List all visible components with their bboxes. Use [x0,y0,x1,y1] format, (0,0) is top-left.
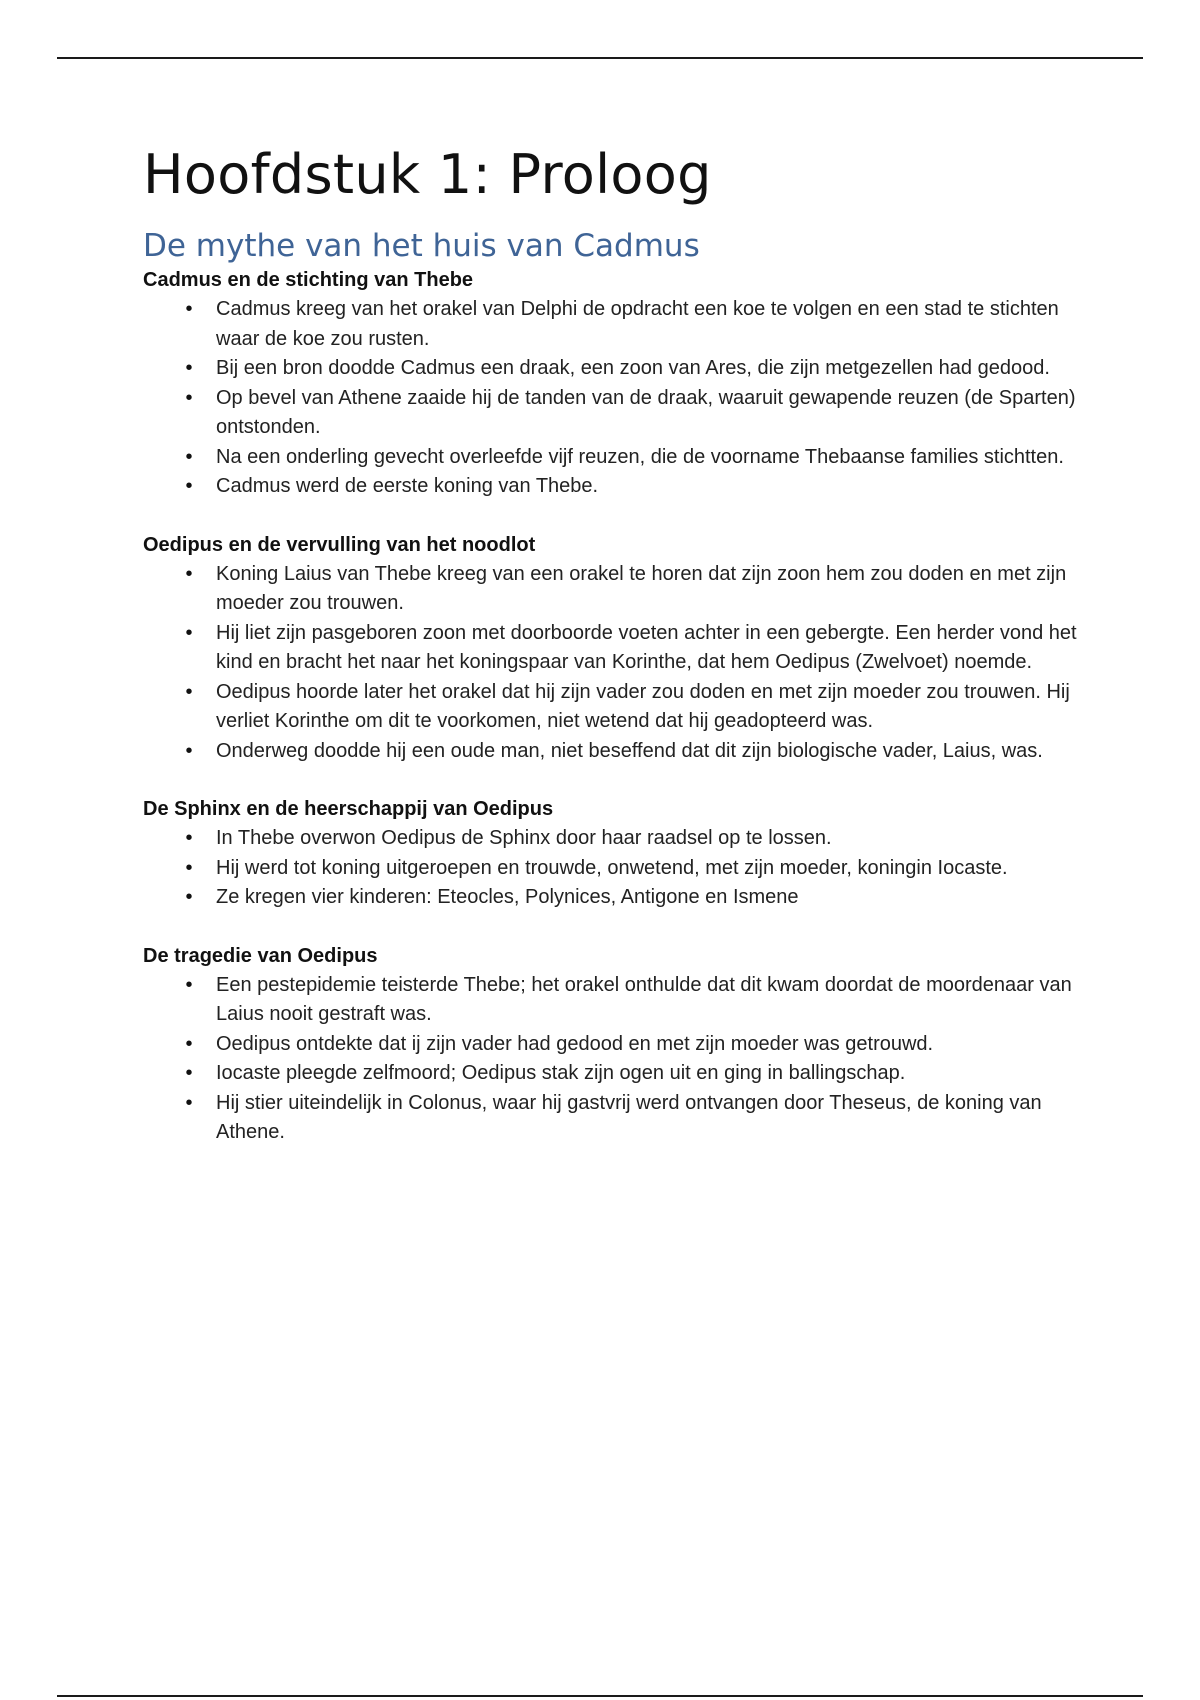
bullet-list [143,295,1083,502]
section-heading: De tragedie van Oedipus [143,944,378,967]
footer-rule [57,1695,1143,1697]
header-rule [57,57,1143,59]
list-item [143,971,1083,1030]
bullet-icon: • [185,386,193,409]
section-cadmus [143,266,1083,502]
list-item-text: Op bevel van Athene zaaide hij de tanden van de draak, waaruit gewapende reuzen (de Sparten) ontstonden. [216,386,1076,438]
bullet-icon: • [185,680,193,703]
list-item-text: Koning Laius van Thebe kreeg van een orakel te horen dat zijn zoon hem zou doden en met zijn moeder zou trouwen. [216,562,1067,614]
list-item [143,619,1083,678]
list-item [143,295,1083,354]
page-title: Hoofdstuk 1: Proloog [143,143,712,206]
list-item [143,384,1083,443]
list-item [143,854,1083,884]
section-heading: De Sphinx en de heerschappij van Oedipus [143,798,554,820]
bullet-icon: • [185,475,193,497]
bullet-icon: • [185,856,193,879]
list-item-text: Hij stier uiteindelijk in Colonus, waar hij gastvrij werd ontvangen door Theseus, de koning van Athene. [216,1091,1042,1143]
list-item [143,472,1083,502]
bullet-list [143,560,1083,767]
bullet-icon: • [185,1032,193,1055]
list-item [143,678,1083,737]
list-item [143,354,1083,384]
list-item [143,1030,1083,1060]
list-item [143,1089,1083,1148]
list-item-text: Cadmus kreeg van het orakel van Delphi de opdracht een koe te volgen en een stad te stichten waar de koe zou rusten. [216,298,1059,350]
document-page [143,138,1083,1148]
section-sphinx [143,795,1083,913]
bullet-icon: • [185,1091,193,1114]
list-item [143,824,1083,854]
bullet-icon: • [185,886,193,908]
list-item-text: Bij een bron doodde Cadmus een draak, een zoon van Ares, die zijn metgezellen had gedood. [216,357,1050,379]
section-oedipus-fate [143,531,1083,767]
list-item-text: Onderweg doodde hij een oude man, niet beseffend dat dit zijn biologische vader, Laius, was. [216,739,1043,762]
list-item [143,1059,1083,1089]
bullet-icon: • [185,621,193,644]
list-item [143,883,1083,913]
list-item-text: Iocaste pleegde zelfmoord; Oedipus stak zijn ogen uit en ging in ballingschap. [216,1062,906,1084]
bullet-icon: • [185,357,193,379]
section-tragedy [143,942,1083,1148]
bullet-icon: • [185,827,193,849]
section-heading: Oedipus en de vervulling van het noodlot [143,533,536,556]
list-item-text: Hij werd tot koning uitgeroepen en trouwde, onwetend, met zijn moeder, koningin Iocaste. [216,856,1008,879]
list-item-text: Na een onderling gevecht overleefde vijf reuzen, die de voorname Thebaanse families stichtten. [216,445,1064,468]
bullet-list [143,971,1083,1148]
list-item-text: Hij liet zijn pasgeboren zoon met doorboorde voeten achter in een gebergte. Een herder vond het kind en bracht het naar het koningspaar van Korinthe, dat hem Oedipus (Zwelvoet) noemde. [216,621,1077,673]
bullet-icon: • [185,298,193,320]
section-heading: Cadmus en de stichting van Thebe [143,269,474,291]
list-item [143,443,1083,473]
bullet-icon: • [185,562,193,585]
bullet-icon: • [185,739,193,762]
bullet-icon: • [185,1062,193,1084]
list-item-text: Een pestepidemie teisterde Thebe; het orakel onthulde dat dit kwam doordat de moordenaar van Laius nooit gestraft was. [216,973,1072,1025]
list-item [143,560,1083,619]
bullet-icon: • [185,445,193,468]
list-item-text: Cadmus werd de eerste koning van Thebe. [216,475,599,497]
bullet-icon: • [185,973,193,996]
list-item-text: Oedipus hoorde later het orakel dat hij zijn vader zou doden en met zijn moeder zou trouwen. Hij verliet Korinthe om dit te voorkomen, niet wetend dat hij geadopteerd was. [216,680,1070,732]
list-item-text: Oedipus ontdekte dat ij zijn vader had gedood en met zijn moeder was getrouwd. [216,1032,934,1055]
bullet-list [143,824,1083,913]
page-subtitle: De mythe van het huis van Cadmus [143,228,700,264]
list-item [143,737,1083,767]
list-item-text: In Thebe overwon Oedipus de Sphinx door haar raadsel op te lossen. [216,827,832,849]
list-item-text: Ze kregen vier kinderen: Eteocles, Polynices, Antigone en Ismene [216,886,799,908]
